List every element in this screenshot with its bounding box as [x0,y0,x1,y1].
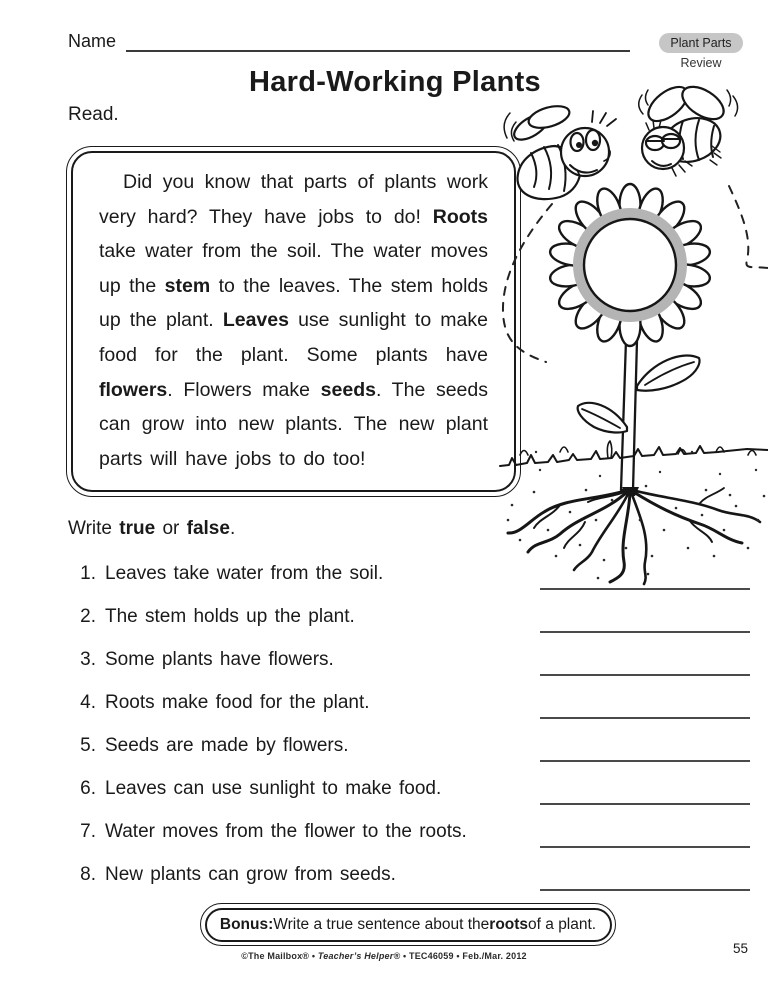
grass-tuft [607,441,611,458]
name-row [68,30,630,52]
flower-center [584,219,676,311]
question-text: Water moves from the flower to the roots. [105,820,467,842]
question-number: 1. [80,562,96,584]
bee-icon [504,102,616,199]
name-label: Name [68,31,117,51]
bonus-box [200,903,616,946]
grass-tuft [560,447,568,452]
answer-blank[interactable] [540,576,750,590]
instructions-line: Write true or false. [68,518,236,539]
question-number: 6. [80,777,96,799]
question-number: 8. [80,863,96,885]
review-label: Review [680,56,722,70]
name-input-line[interactable] [126,30,630,52]
grass-tuft [520,451,528,456]
question-text: The stem holds up the plant. [105,605,355,627]
question-number: 4. [80,691,96,713]
leaf-icon [637,356,699,391]
answer-blank[interactable] [540,619,750,633]
topic-badge: Plant Parts [659,33,743,53]
question-text: Leaves can use sunlight to make food. [105,777,442,799]
answer-blank[interactable] [540,877,750,891]
page-number: 55 [732,941,748,956]
grass-tuft [748,451,756,456]
question-number: 2. [80,605,96,627]
answer-blank[interactable] [540,748,750,762]
question-text: Seeds are made by flowers. [105,734,349,756]
answer-blank[interactable] [540,834,750,848]
question-row [70,552,750,595]
question-row [70,724,750,767]
question-list [70,552,750,896]
question-number: 3. [80,648,96,670]
question-number: 7. [80,820,96,842]
stem [621,340,637,490]
question-row [70,767,750,810]
question-text: Some plants have flowers. [105,648,334,670]
question-number: 5. [80,734,96,756]
answer-blank[interactable] [540,705,750,719]
footer-credit: ©The Mailbox® • Teacher’s Helper® • TEC46059 • Feb./Mar. 2012 [241,951,527,961]
bee-icon [639,80,738,176]
question-row [70,853,750,896]
question-row [70,810,750,853]
question-text: Roots make food for the plant. [105,691,370,713]
passage-box [66,146,521,497]
plant-illustration [495,80,768,600]
question-row [70,595,750,638]
question-text: Leaves take water from the soil. [105,562,384,584]
answer-blank[interactable] [540,662,750,676]
passage-box-inner [71,151,516,492]
page-title: Hard-Working Plants [249,66,541,98]
question-row [70,681,750,724]
question-text: New plants can grow from seeds. [105,863,396,885]
read-label: Read. [68,104,119,125]
sunflower-icon [548,184,711,490]
question-row [70,638,750,681]
passage-text: Did you know that parts of plants work very hard? They have jobs to do! Roots take water from the soil. The water moves up the stem to the leaves. The stem holds up the plant. Leaves use sunlight to make food for the plant. Some plants have flowers. Flowers make seeds. The seeds can grow into new plants. The new plant parts will have jobs to do too! [99,171,488,470]
answer-blank[interactable] [540,791,750,805]
bonus-text: Bonus: Write a true sentence about the roots of a plant. [205,908,612,942]
